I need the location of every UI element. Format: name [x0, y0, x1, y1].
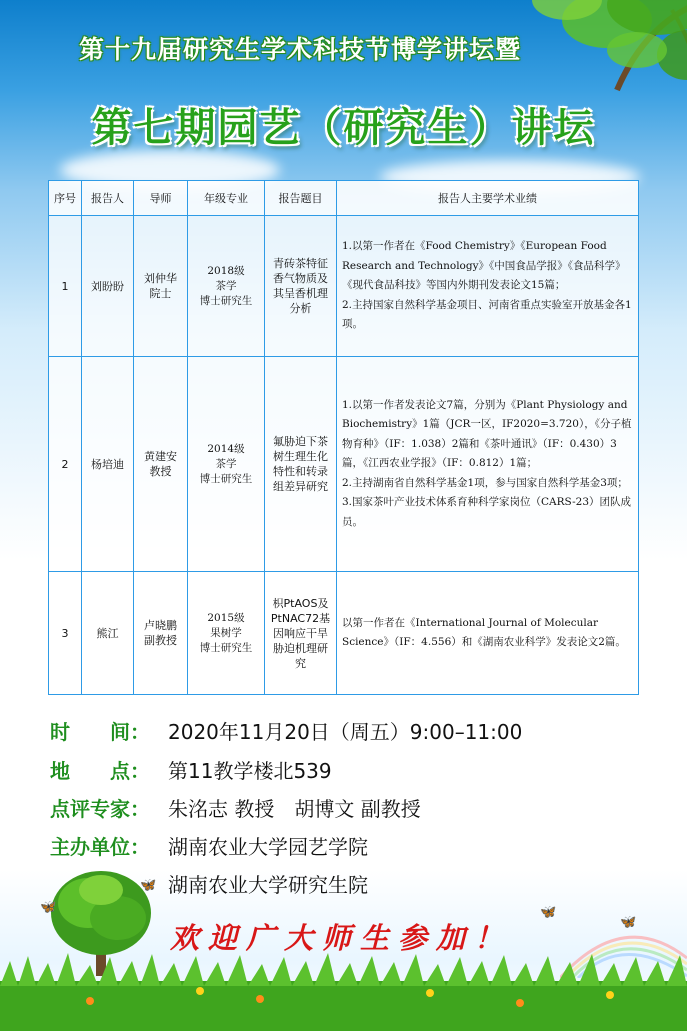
header-grade: 年级专业 [188, 181, 265, 216]
time-label: 时 间： [50, 720, 150, 744]
poster-title-line1: 第十九届研究生学术科技节博学讲坛暨 [78, 35, 521, 64]
lecture-table [48, 180, 639, 695]
header-speaker: 报告人 [82, 181, 134, 216]
table-header-row [49, 181, 639, 216]
table-row [49, 572, 639, 695]
row-achievements [337, 572, 639, 695]
grass-image [0, 951, 687, 1031]
achievement-item: 3.国家茶叶产业技术体系育种科学家岗位（CARS-23）团队成员。 [342, 496, 632, 528]
row-speaker: 杨培迪 [82, 357, 134, 572]
advisor-title: 院士 [149, 287, 172, 300]
row-topic: 青砖茶特征香气物质及其呈香机理分析 [265, 216, 337, 357]
grade-major: 茶学 [215, 457, 237, 470]
row-speaker: 刘盼盼 [82, 216, 134, 357]
poster-title-line2: 第七期园艺（研究生）讲坛 [91, 105, 596, 151]
host-label: 主办单位： [50, 835, 150, 859]
achievement-item: 2.主持湖南省自然科学基金1项，参与国家自然科学基金3项； [342, 476, 628, 489]
butterfly-icon: 🦋 [140, 878, 157, 893]
advisor-name: 卢晓鹏 [144, 619, 177, 632]
time-line [50, 716, 522, 745]
achievement-item: 1.以第一作者在《Food Chemistry》《European Food Research and Technology》《中国食品学报》《食品科学》《现代食品科技》等国内外期刊发表论文15篇； [342, 240, 626, 292]
row-grade [188, 216, 265, 357]
host-line [50, 831, 368, 860]
header-no: 序号 [49, 181, 82, 216]
host-value-1: 湖南农业大学园艺学院 [168, 835, 368, 859]
butterfly-icon: 🦋 [40, 900, 57, 915]
place-value: 第11教学楼北539 [168, 759, 332, 783]
header-topic: 报告题目 [265, 181, 337, 216]
experts-line [50, 793, 421, 822]
experts-value: 朱洺志 教授 胡博文 副教授 [168, 797, 421, 821]
row-no: 3 [49, 572, 82, 695]
header-achievements: 报告人主要学术业绩 [337, 181, 639, 216]
grade-year: 2018级 [207, 264, 245, 277]
row-no: 1 [49, 216, 82, 357]
table-row [49, 357, 639, 572]
achievement-item: 1.以第一作者发表论文7篇，分别为《Plant Physiology and Biochemistry》1篇（JCR一区，IF2020=3.720），《分子植物育种》（IF：1.038）2篇和《茶叶通讯》（IF：0.430）3篇，《江西农业学报》（IF：0.812）1篇； [342, 398, 632, 470]
achievement-item: 以第一作者在《International Journal of Molecular Science》（IF：4.556）和《湖南农业科学》发表论文2篇。 [342, 616, 626, 648]
row-topic: 枳PtAOS及PtNAC72基因响应干旱胁迫机理研究 [265, 572, 337, 695]
advisor-title: 教授 [149, 465, 172, 478]
grade-year: 2014级 [207, 442, 245, 455]
row-topic: 氟胁迫下茶树生理生化特性和转录组差异研究 [265, 357, 337, 572]
row-grade [188, 572, 265, 695]
table-row [49, 216, 639, 357]
butterfly-icon: 🦋 [620, 915, 637, 930]
row-achievements [337, 216, 639, 357]
grade-year: 2015级 [207, 611, 245, 624]
host-line-2 [168, 869, 368, 898]
row-grade [188, 357, 265, 572]
advisor-name: 黄建安 [144, 450, 177, 463]
host-value-2: 湖南农业大学研究生院 [168, 873, 368, 897]
row-advisor [134, 216, 188, 357]
achievement-item: 2.主持国家自然科学基金项目、河南省重点实验室开放基金各1项。 [342, 298, 632, 331]
welcome-text: 欢迎广大师生参加！ [170, 921, 513, 955]
grade-major: 茶学 [215, 279, 237, 292]
row-advisor [134, 357, 188, 572]
row-speaker: 熊江 [82, 572, 134, 695]
row-no: 2 [49, 357, 82, 572]
grade-major: 果树学 [210, 626, 242, 639]
grade-degree: 博士研究生 [199, 472, 253, 485]
experts-label: 点评专家： [50, 797, 150, 821]
row-advisor [134, 572, 188, 695]
lecture-table-container [48, 180, 638, 695]
butterfly-icon: 🦋 [540, 905, 557, 920]
place-label: 地 点： [50, 759, 150, 783]
header-advisor: 导师 [134, 181, 188, 216]
grade-degree: 博士研究生 [199, 294, 253, 307]
time-value: 2020年11月20日（周五）9:00–11:00 [168, 720, 523, 744]
row-achievements [337, 357, 639, 572]
grade-degree: 博士研究生 [199, 641, 253, 654]
place-line [50, 755, 332, 784]
advisor-name: 刘仲华 [144, 272, 177, 285]
advisor-title: 副教授 [144, 634, 177, 647]
